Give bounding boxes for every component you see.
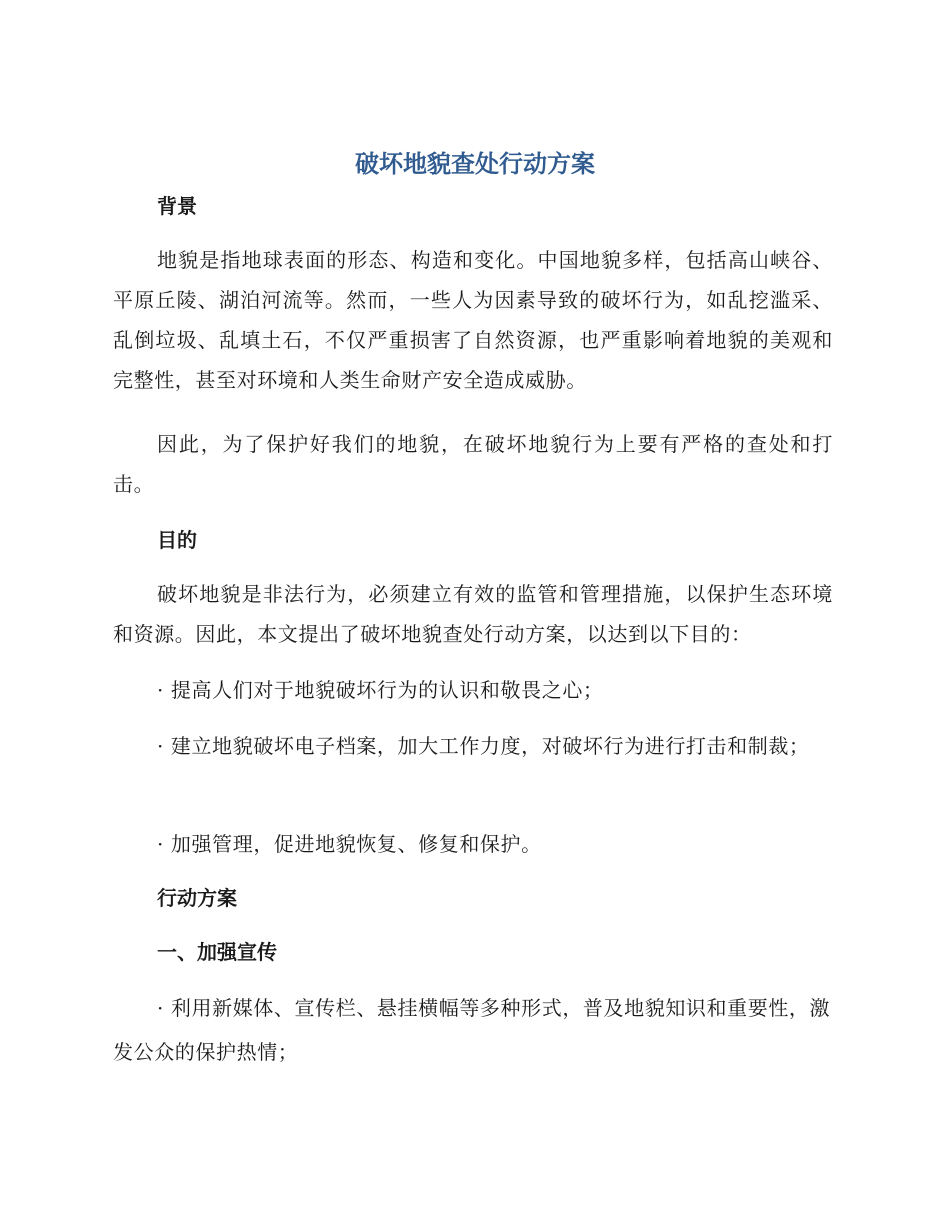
section-heading-purpose: 目的 [157, 528, 197, 552]
background-paragraph-2: 因此，为了保护好我们的地貌，在破坏地貌行为上要有严格的查处和打击。 [113, 432, 833, 496]
publicity-bullet-1: · 利用新媒体、宣传栏、悬挂横幅等多种形式，普及地貌知识和重要性，激发公众的保护热情； [113, 996, 831, 1064]
section-heading-action-plan: 行动方案 [157, 886, 237, 910]
purpose-bullet-2: · 建立地貌破坏电子档案，加大工作力度，对破坏行为进行打击和制裁； [157, 734, 810, 758]
background-paragraph-1: 地貌是指地球表面的形态、构造和变化。中国地貌多样，包括高山峡谷、平原丘陵、湖泊河流等。然而，一些人为因素导致的破坏行为，如乱挖滥采、乱倒垃圾、乱填土石，不仅严重损害了自然资源，也严重影响着地貌的美观和完整性，甚至对环境和人类生命财产安全造成威胁。 [113, 248, 833, 392]
document-title: 破坏地貌查处行动方案 [355, 150, 595, 178]
purpose-paragraph-1: 破坏地貌是非法行为，必须建立有效的监管和管理措施，以保护生态环境和资源。因此，本文提出了破坏地貌查处行动方案，以达到以下目的： [113, 582, 833, 646]
section-heading-background: 背景 [157, 194, 197, 218]
subsection-heading-publicity: 一、加强宣传 [157, 940, 277, 964]
purpose-bullet-3: · 加强管理，促进地貌恢复、修复和保护。 [157, 832, 542, 856]
purpose-bullet-1: · 提高人们对于地貌破坏行为的认识和敬畏之心； [157, 678, 604, 702]
